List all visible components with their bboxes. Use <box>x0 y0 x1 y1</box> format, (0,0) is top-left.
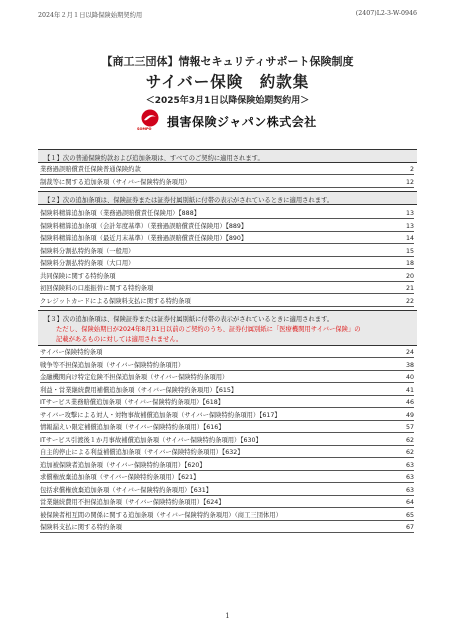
toc-page-number: 62 <box>405 449 414 456</box>
toc-title: 被保険者相互間の関係に関する追加条項（サイバー保険特約条項用）（商工三団体用） <box>40 511 282 519</box>
toc-row[interactable] <box>40 347 414 358</box>
toc-row[interactable] <box>40 208 414 219</box>
logo-mark-text: SOMPO <box>137 127 152 131</box>
toc-page-number: 40 <box>405 374 414 381</box>
toc-row[interactable] <box>40 510 414 521</box>
toc-title: 共同保険に関する特約条項 <box>40 272 116 280</box>
toc-row[interactable] <box>40 271 414 282</box>
toc-row[interactable] <box>40 283 414 294</box>
toc-page-number: 21 <box>405 285 414 292</box>
toc-row[interactable] <box>40 360 414 371</box>
toc-page-number: 13 <box>405 210 414 217</box>
toc-title: 求償権放棄追加条項（サイバー保険特約条項用）【621】 <box>40 474 200 481</box>
toc-page-number: 49 <box>405 411 414 419</box>
page-title: サイバー保険 約款集 <box>145 73 310 91</box>
toc-page-number: 46 <box>405 399 414 406</box>
toc-title: クレジットカードによる保険料支払に関する特約条項 <box>40 297 191 305</box>
section-1-heading: 【１】次の普通保険約款および追加条項は、すべてのご契約に適用されます。 <box>38 149 417 163</box>
section-3-heading-box <box>38 310 417 346</box>
toc-row[interactable] <box>40 460 414 471</box>
toc-row[interactable] <box>40 258 414 269</box>
section-3-heading: 【３】次の追加条項は、保険証券または証券付属別紙に付帯の表示がされているときに適用されます。 <box>44 316 334 323</box>
toc-page-number: 63 <box>405 474 414 481</box>
toc-row[interactable] <box>40 221 414 232</box>
toc-title: 利益・営業継続費用補償追加条項（サイバー保険特約条項用）【615】 <box>40 386 238 394</box>
toc-title: サイバー攻撃による対人・対物事故補償追加条項（サイバー保険特約条項用）【617】 <box>40 411 281 419</box>
toc-title: 追加被保険者追加条項（サイバー保険特約条項用）【620】 <box>40 461 206 469</box>
toc-page-number: 65 <box>405 511 414 519</box>
toc-title: 初回保険料の口座振替に関する特約条項 <box>40 285 154 292</box>
toc-row[interactable] <box>40 233 414 244</box>
toc-title: サイバー保険特約条項 <box>40 349 103 356</box>
toc-title: 金融機関向け特定危険不担保追加条項（サイバー保険特約条項用） <box>40 374 229 381</box>
toc-page-number: 38 <box>405 361 414 369</box>
header-left: 2024年２月１日以降保険始期契約用 <box>38 12 143 19</box>
toc-title: 保険料支払に関する特約条項 <box>40 524 122 531</box>
toc-title: 営業継続費用不担保追加条項（サイバー保険特約条項用）【624】 <box>40 499 225 506</box>
toc-row[interactable] <box>40 485 414 496</box>
title-line-1: 【商工三団体】情報セキュリティサポート保険制度 <box>101 55 354 68</box>
toc-title: ITサービス業務賠償追加条項（サイバー保険特約条項用）【618】 <box>40 399 225 406</box>
toc-page-number: 15 <box>405 247 414 255</box>
toc-page-number: 62 <box>405 436 414 444</box>
page-number: 1 <box>225 612 230 620</box>
toc-page-number: 22 <box>405 297 414 305</box>
header-right: (2407)L2-3-W-0946 <box>355 10 417 17</box>
toc-title: 戦争等不担保追加条項（サイバー保険特約条項用） <box>40 361 185 369</box>
toc-row[interactable] <box>40 422 414 433</box>
toc-page-number: 64 <box>405 499 414 506</box>
toc-title: 保険料分割払特約条項（大口用） <box>40 260 135 267</box>
section-2-heading: 【２】次の追加条項は、保険証券または証券付属別紙に付帯の表示がされているときに適用されます。 <box>38 191 417 205</box>
toc-row[interactable] <box>40 246 414 257</box>
toc-page-number: 12 <box>405 178 414 186</box>
toc-page-number: 57 <box>405 424 414 431</box>
toc-title: 自主的停止による利益補償追加条項（サイバー保険特約条項用）【632】 <box>40 449 244 456</box>
toc-row[interactable] <box>40 164 414 175</box>
toc-page-number: 20 <box>405 272 414 280</box>
toc-page-number: 2 <box>409 166 414 173</box>
toc-page-number: 18 <box>405 260 414 267</box>
section-3-note-1: ただし、保険始期日が2024年8月31日以前のご契約のうち、証券付属別紙に「医療機関用サイバー保険」の <box>56 326 361 333</box>
title-line-3: ＜2025年3月1日以降保険始期契約用＞ <box>145 96 310 106</box>
toc-page-number: 63 <box>405 486 414 494</box>
section-3-note-2: 記載があるものに対しては適用されません。 <box>56 336 183 343</box>
toc-row[interactable] <box>40 522 414 533</box>
toc-page-number: 41 <box>405 386 414 394</box>
toc-row[interactable] <box>40 447 414 458</box>
toc-title: 保険料分割払特約条項（一般用） <box>40 247 135 255</box>
toc-title: 情報漏えい限定補償追加条項（サイバー保険特約条項用）【616】 <box>40 424 225 431</box>
toc-row[interactable] <box>40 385 414 396</box>
toc-title: 制裁等に関する追加条項（サイバー保険特約条項用） <box>40 178 191 186</box>
toc-title: 業務過誤賠償責任保険普通保険約款 <box>40 166 141 173</box>
toc-title: 包括求償権放棄追加条項（サイバー保険特約条項用）【631】 <box>40 486 213 494</box>
sompo-logo-icon <box>137 109 160 133</box>
toc-row[interactable] <box>40 472 414 483</box>
toc-row[interactable] <box>40 410 414 421</box>
toc-row[interactable] <box>40 397 414 408</box>
toc-row[interactable] <box>40 372 414 383</box>
toc-row[interactable] <box>40 177 414 188</box>
toc-page-number: 14 <box>405 235 414 242</box>
toc-title: 保険料精算追加条項（会計年度基準）（業務過誤賠償責任保険用）【889】 <box>40 222 248 230</box>
toc-row[interactable] <box>40 435 414 446</box>
toc-title: ITサービス引渡後１か月事故補償追加条項（サイバー保険特約条項用）【630】 <box>40 436 262 444</box>
toc-row[interactable] <box>40 497 414 508</box>
toc-page-number: 67 <box>405 524 414 531</box>
toc-page-number: 24 <box>405 349 414 356</box>
toc-page-number: 63 <box>405 461 414 469</box>
toc-row[interactable] <box>40 296 414 307</box>
company-name: 損害保険ジャパン株式会社 <box>167 114 317 129</box>
toc-title: 保険料精算追加条項（最近月末基準）（業務過誤賠償責任保険用）【890】 <box>40 235 248 242</box>
company-logo <box>137 108 317 134</box>
toc-title: 保険料精算追加条項（業務過誤賠償責任保険用）【888】 <box>40 210 200 217</box>
toc-page-number: 13 <box>405 222 414 230</box>
